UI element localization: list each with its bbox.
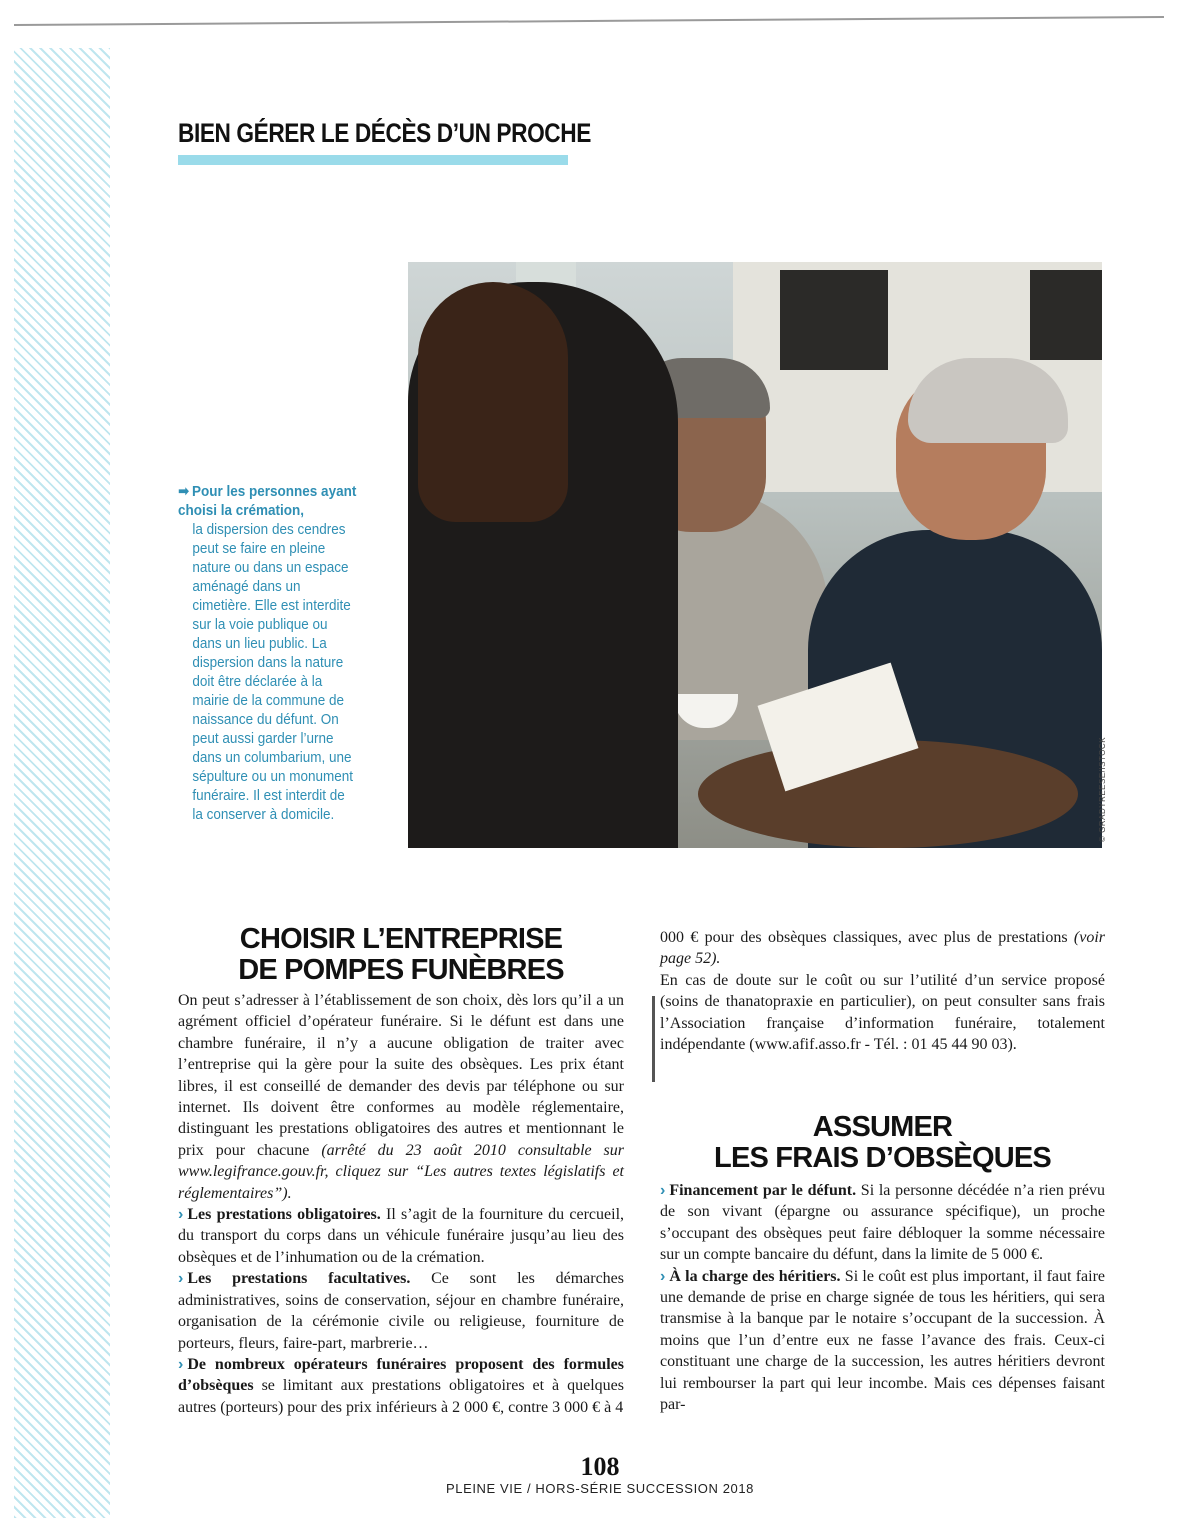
chevron-right-icon: › <box>178 1270 184 1288</box>
arrow-right-icon: ➡ <box>178 483 190 500</box>
decorative-hatch-margin <box>14 48 110 1518</box>
article2-heading <box>660 1112 1105 1174</box>
article1-paragraph-5: En cas de doute sur le coût ou sur l’utilité d’un service proposé (soins de thanatopraxie en particulier), on peut consulter sans frais l’Association française d’information funéraire, totalement indépendante (www.afif.asso.fr - Tél. : 01 45 44 90 03). <box>660 971 1105 1054</box>
chevron-right-icon: › <box>178 1206 184 1224</box>
chevron-right-icon: › <box>660 1267 666 1285</box>
magazine-footer: PLEINE VIE / HORS-SÉRIE SUCCESSION 2018 <box>445 1481 755 1496</box>
sidebar-body: la dispersion des cendres peut se faire en pleine nature ou dans un espace aménagé dans un cimetière. Elle est interdite sur la voie publique ou dans un lieu public. La dispersion dans la nature doit être déclarée à la mairie de la commune de naissance du défunt. On peut aussi garder l’urne dans un columbarium, une sépulture ou un monument funéraire. Il est interdit de la conserver à domicile. <box>192 521 354 823</box>
chevron-right-icon: › <box>660 1182 666 1199</box>
photo-credit: © GRADYREESE/ISTOCK <box>1098 736 1107 842</box>
article2-heading-line2: LES FRAIS D’OBSÈQUES <box>714 1142 1051 1174</box>
article1-paragraph-3: › Les prestations facultatives. Ce sont les démarches administratives, soins de conservation, séjour en chambre funéraire, organisation de la cérémonie civile ou religieuse, fourniture de porteurs, fleurs, faire-part, marbrerie… <box>178 1270 625 1352</box>
article1-heading-line1: CHOISIR L’ENTREPRISE <box>239 923 563 955</box>
sidebar-note <box>178 482 358 824</box>
article-column-right <box>660 927 1105 1055</box>
article1-reference-legifrance: (arrêté du 23 août 2010 consultable sur www.legifrance.gouv.fr, cliquez sur “Les autres textes législatifs et réglementaires”). <box>178 1141 625 1202</box>
article1-paragraph-4-continued: 000 € pour des obsèques classiques, avec plus de prestations (voir page 52). <box>660 929 1106 968</box>
article2-paragraph-2: › À la charge des héritiers. Si le coût est plus important, il faut faire une demande de prise en charge signée de tous les héritiers, qui sera transmise à la banque par le notaire s’occupant de la succession. À moins que l’un d’entre eux ne fasse l’avance des frais. Ceux-ci constituant une charge de la succession, les autres héritiers devront lui rembourser la part qui leur incombe. Mais ces dépenses faisant par- <box>660 1267 1105 1414</box>
article1-paragraph-4: › De nombreux opérateurs funéraires proposent des formules d’obsèques se limitant aux prestations obligatoires et à quelques autres (porteurs) pour des prix inférieurs à 2 000 €, contre 3 000 € à 4 <box>178 1355 624 1416</box>
article-column-left <box>178 990 624 1418</box>
article2-paragraph-1: › Financement par le défunt. Si la personne décédée n’a rien prévu de son vivant (épargne ou assurance spécifique), un proche s’occupant des obsèques peut faire débloquer la somme nécessaire sur un compte bancaire du défunt, dans la limite de 5 000 €. <box>660 1182 1105 1264</box>
article1-paragraph-2: › Les prestations obligatoires. Il s’agit de la fourniture du cercueil, du transport du corps dans un véhicule funéraire jusqu’au lieu des obsèques et de l’inhumation ou de la crémation. <box>178 1206 625 1266</box>
photo-woman-hair <box>908 358 1068 443</box>
section-title-underline <box>178 155 568 165</box>
photo-dark-panel-1 <box>780 270 888 370</box>
article1-heading-line2: DE POMPES FUNÈBRES <box>238 954 564 986</box>
photo-couple-meeting <box>408 262 1102 848</box>
sidebar-lead: ➡ Pour les personnes ayant choisi la crémation, <box>178 483 357 519</box>
article1-paragraph-1: On peut s’adresser à l’établissement de son choix, dès lors qu’il a un agrément officiel d’opérateur funéraire. Si le défunt est dans une chambre funéraire, il n’y a aucune obligation de traiter avec l’entreprise qui la gère pour la suite des obsèques. Les prix étant libres, il est conseillé de demander des devis par téléphone ou sur internet. Ils doivent être conformes au modèle réglementaire, distinguant les prestations obligatoires des autres et mentionnant le prix pour chacune (arrêté du 23 août 2010 consultable sur www.legifrance.gouv.fr, cliquez sur “Les autres textes législatifs et réglementaires”). <box>178 992 625 1202</box>
section-title: BIEN GÉRER LE DÉCÈS D’UN PROCHE <box>178 118 591 148</box>
article2-heading-line1: ASSUMER <box>812 1111 953 1143</box>
chevron-right-icon: › <box>178 1355 184 1373</box>
page-number: 108 <box>580 1452 620 1481</box>
paragraph-margin-bar <box>652 996 655 1082</box>
article2-body <box>660 1180 1105 1415</box>
photo-dark-panel-2 <box>1030 270 1102 360</box>
top-rule <box>14 16 1164 26</box>
photo-person-hair <box>418 282 568 522</box>
article1-heading <box>178 924 624 986</box>
